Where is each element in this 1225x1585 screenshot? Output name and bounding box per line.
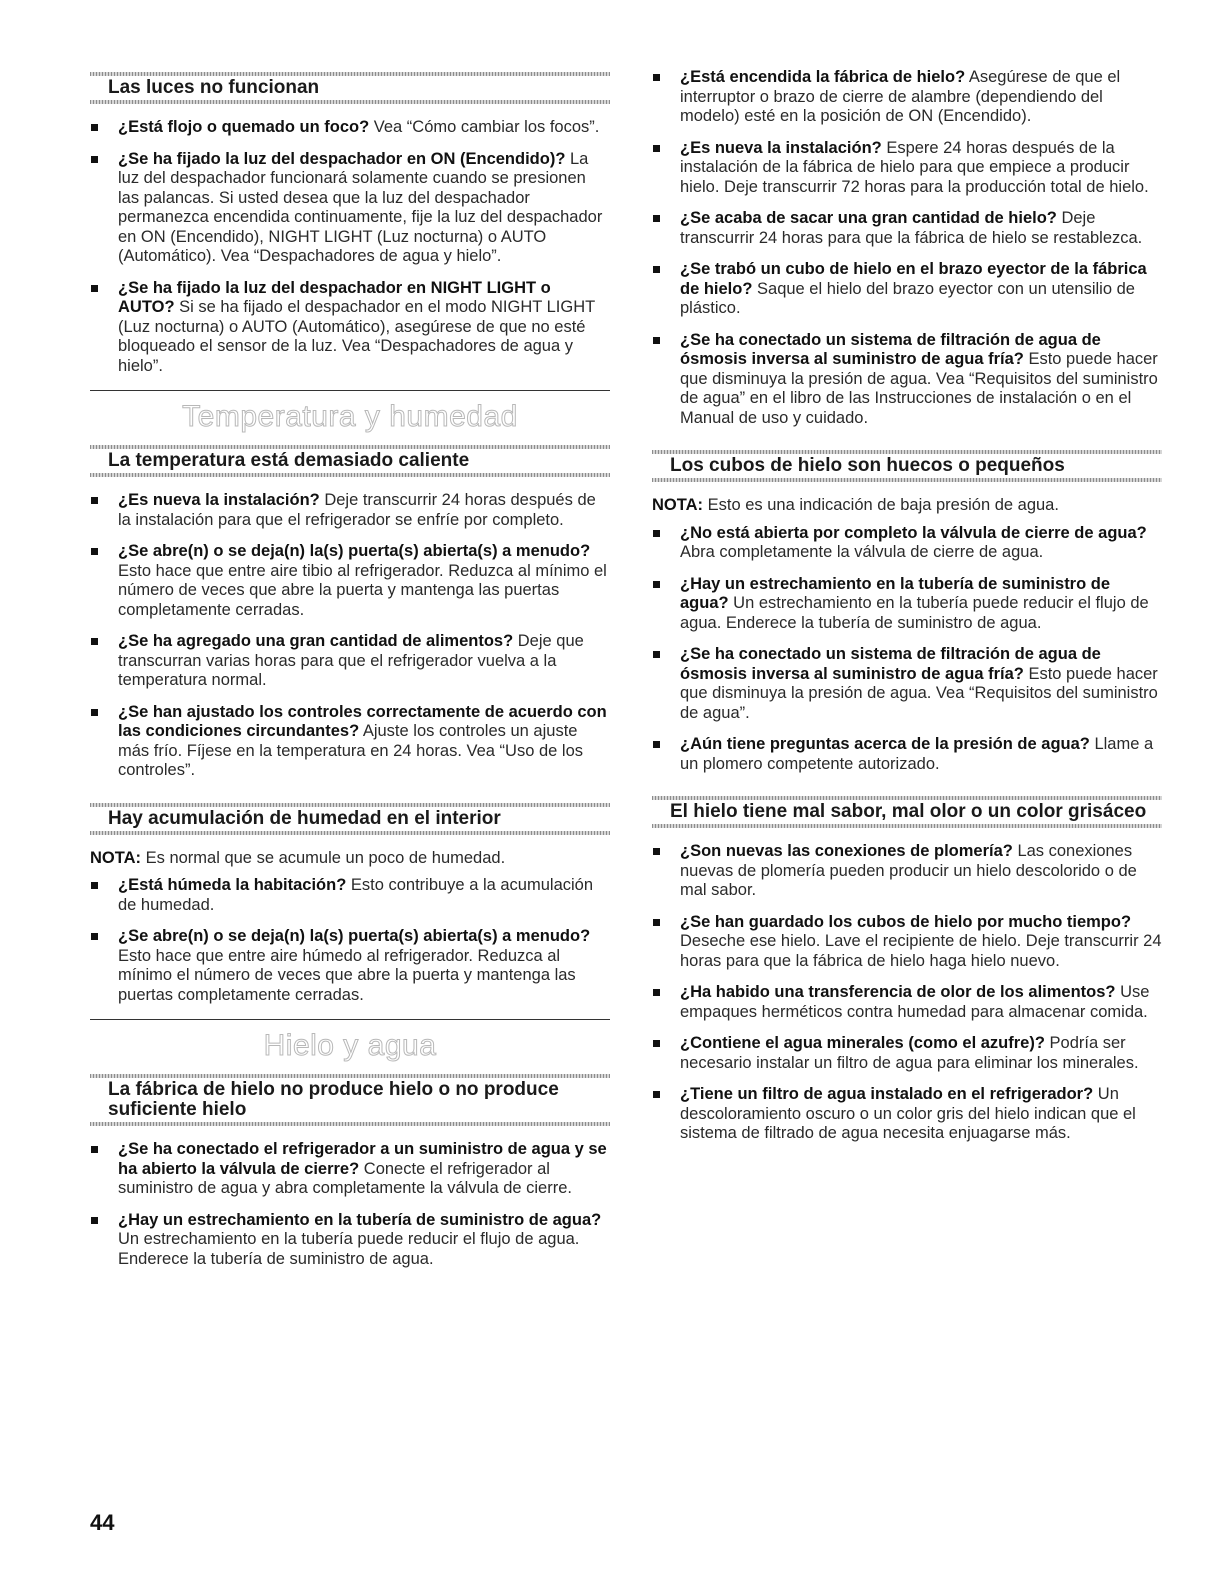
bullet-icon — [91, 933, 98, 940]
list-item: ¿Son nuevas las conexiones de plomería? Las conexiones nuevas de plomería pueden producir un hielo descolorido o de mal sabor. — [652, 842, 1162, 901]
list-item: ¿Se abre(n) o se deja(n) la(s) puerta(s) abierta(s) a menudo? Esto hace que entre aire húmedo al refrigerador. Reduzca al mínimo el número de veces que abre la puerta y mantenga las puertas completamente cerradas. — [90, 927, 610, 1005]
bullet-icon — [91, 1146, 98, 1153]
bullet-icon — [91, 548, 98, 555]
bullet-icon — [91, 882, 98, 889]
right-column — [652, 68, 1162, 1156]
list-item: ¿Ha habido una transferencia de olor de los alimentos? Use empaques herméticos contra humedad para almacenar comida. — [652, 983, 1162, 1022]
list-item: ¿Está encendida la fábrica de hielo? Asegúrese de que el interruptor o brazo de cierre de alambre (dependiendo del modelo) esté en la posición de ON (Encendido). — [652, 68, 1162, 127]
list-item: ¿No está abierta por completo la válvula de cierre de agua? Abra completamente la válvula de cierre de agua. — [652, 524, 1162, 563]
list-item: ¿Se abre(n) o se deja(n) la(s) puerta(s) abierta(s) a menudo? Esto hace que entre aire tibio al refrigerador. Reduzca al mínimo el número de veces que abre la puerta y mantenga las puertas completamente cerradas. — [90, 542, 610, 620]
list-item: ¿Se han ajustado los controles correctamente de acuerdo con las condiciones circundantes? Ajuste los controles un ajuste más frío. Fíjese en la temperatura en 24 horas. Vea “Uso de los controles”. — [90, 703, 610, 781]
bullet-icon — [91, 1217, 98, 1224]
bullet-icon — [653, 1091, 660, 1098]
list-item: ¿Está flojo o quemado un foco? Vea “Cómo cambiar los focos”. — [90, 118, 610, 138]
left-column — [90, 68, 610, 1281]
list-item: ¿Se ha conectado un sistema de filtración de agua de ósmosis inversa al suministro de agua fría? Esto puede hacer que disminuya la presión de agua. Vea “Requisitos del suministro de agua”. — [652, 645, 1162, 723]
list-item: ¿Se trabó un cubo de hielo en el brazo eyector de la fábrica de hielo? Saque el hielo del brazo eyector con un utensilio de plástico. — [652, 260, 1162, 319]
bullet-icon — [91, 124, 98, 131]
page-number: 44 — [90, 1510, 115, 1535]
section-title-temperatura: Temperatura y humedad — [182, 400, 518, 433]
bullet-icon — [653, 74, 660, 81]
list-item: ¿Aún tiene preguntas acerca de la presión de agua? Llame a un plomero competente autorizado. — [652, 735, 1162, 774]
note: NOTA: Esto es una indicación de baja presión de agua. — [652, 496, 1059, 514]
list-item: ¿Se ha conectado el refrigerador a un suministro de agua y se ha abierto la válvula de cierre? Conecte el refrigerador al suministro de agua y abra completamente la válvula de cierre. — [90, 1140, 610, 1199]
list-item: ¿Hay un estrechamiento en la tubería de suministro de agua? Un estrechamiento en la tubería puede reducir el flujo de agua. Enderece la tubería de suministro de agua. — [652, 575, 1162, 634]
bullet-icon — [653, 989, 660, 996]
bullet-icon — [91, 497, 98, 504]
list-item: ¿Hay un estrechamiento en la tubería de suministro de agua? Un estrechamiento en la tubería puede reducir el flujo de agua. Enderece la tubería de suministro de agua. — [90, 1211, 610, 1270]
heading-humedad: Hay acumulación de humedad en el interior — [90, 803, 610, 835]
note: NOTA: Es normal que se acumule un poco de humedad. — [90, 848, 506, 867]
list-item: ¿Se ha conectado un sistema de filtración de agua de ósmosis inversa al suministro de agua fría? Esto puede hacer que disminuya la presión de agua. Vea “Requisitos del suministro de agua” en el libro de las Instrucciones de instalación o en el Manual de uso y cuidado. — [652, 331, 1162, 429]
bullet-icon — [653, 651, 660, 658]
list-item: ¿Está húmeda la habitación? Esto contribuye a la acumulación de humedad. — [90, 876, 610, 915]
bullet-icon — [653, 215, 660, 222]
bullet-icon — [653, 337, 660, 344]
bullet-icon — [91, 156, 98, 163]
list-item: ¿Se ha fijado la luz del despachador en NIGHT LIGHT o AUTO? Si se ha fijado el despachador en el modo NIGHT LIGHT (Luz nocturna) o AUTO (Automático), asegúrese de que no esté bloqueado el sensor de la luz. Vea “Despachadores de agua y hielo”. — [90, 279, 610, 377]
list-item: ¿Se ha fijado la luz del despachador en ON (Encendido)? La luz del despachador funcionará solamente cuando se presionen las palancas. Si usted desea que la luz del despachador permanezca encendida continuamente, fije la luz del despachador en ON (Encendido), NIGHT LIGHT (Luz nocturna) o AUTO (Automático). Vea “Despachadores de agua y hielo”. — [90, 150, 610, 267]
heading-fabrica: La fábrica de hielo no produce hielo o no produce suficiente hielo — [90, 1074, 610, 1126]
bullet-icon — [653, 919, 660, 926]
bullet-icon — [653, 581, 660, 588]
bullet-icon — [91, 638, 98, 645]
bullet-icon — [653, 530, 660, 537]
list-item: ¿Contiene el agua minerales (como el azufre)? Podría ser necesario instalar un filtro de agua para eliminar los minerales. — [652, 1034, 1162, 1073]
list-item: ¿Tiene un filtro de agua instalado en el refrigerador? Un descoloramiento oscuro o un color gris del hielo indican que el sistema de filtrado de agua necesita enjuagarse más. — [652, 1085, 1162, 1144]
list-item: ¿Se acaba de sacar una gran cantidad de hielo? Deje transcurrir 24 horas para que la fábrica de hielo se restablezca. — [652, 209, 1162, 248]
list-item: ¿Es nueva la instalación? Espere 24 horas después de la instalación de la fábrica de hielo para que empiece a producir hielo. Deje transcurrir 72 horas para la producción total de hielo. — [652, 139, 1162, 198]
heading-luces: Las luces no funcionan — [90, 72, 610, 104]
bullet-icon — [653, 145, 660, 152]
bullet-icon — [653, 741, 660, 748]
list-item: ¿Se han guardado los cubos de hielo por mucho tiempo? Deseche ese hielo. Lave el recipiente de hielo. Deje transcurrir 24 horas para que la fábrica de hielo haga hielo nuevo. — [652, 913, 1162, 972]
heading-sabor: El hielo tiene mal sabor, mal olor o un color grisáceo — [652, 796, 1162, 828]
heading-caliente: La temperatura está demasiado caliente — [90, 445, 610, 477]
section-title-hielo: Hielo y agua — [263, 1029, 437, 1062]
bullet-icon — [653, 266, 660, 273]
bullet-icon — [91, 709, 98, 716]
list-item: ¿Se ha agregado una gran cantidad de alimentos? Deje que transcurran varias horas para que el refrigerador vuelva a la temperatura normal. — [90, 632, 610, 691]
heading-cubos: Los cubos de hielo son huecos o pequeños — [652, 450, 1162, 482]
bullet-icon — [653, 848, 660, 855]
bullet-icon — [653, 1040, 660, 1047]
list-item: ¿Es nueva la instalación? Deje transcurrir 24 horas después de la instalación para que el refrigerador se enfríe por completo. — [90, 491, 610, 530]
bullet-icon — [91, 285, 98, 292]
